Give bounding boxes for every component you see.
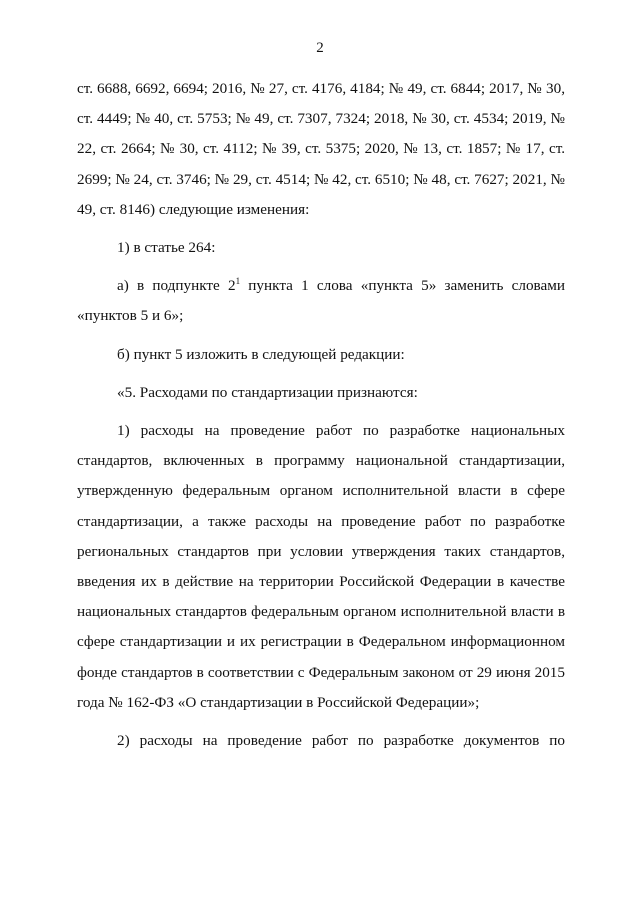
page-number: 2 bbox=[316, 40, 324, 56]
document-body bbox=[77, 74, 565, 764]
standardization-expenses-item-1: 1) расходы на проведение работ по разработке национальных стандартов, включенных в программу национальной стандартизации, утвержденную федеральным органом исполнительной власти в сфере стандартизации, а также расходы на проведение работ по разработке региональных стандартов при условии утверждения таких стандартов, введения их в действие на территории Российской Федерации в качестве национальных стандартов федеральным органом исполнительной власти в сфере стандартизации и их регистрации в Федеральном информационном фонде стандартов в соответствии с Федеральным законом от 29 июня 2015 года № 162-ФЗ «О стандартизации в Российской Федерации»; bbox=[77, 422, 565, 711]
law-references-paragraph: ст. 6688, 6692, 6694; 2016, № 27, ст. 4176, 4184; № 49, ст. 6844; 2017, № 30, ст. 4449; № 40, ст. 5753; № 49, ст. 7307, 7324; 2018, № 30, ст. 4534; 2019, № 22, ст. 2664; № 30, ст. 4112; № 39, ст. 5375; 2020, № 13, ст. 1857; № 17, ст. 2699; № 24, ст. 3746; № 29, ст. 4514; № 42, ст. 6510; № 48, ст. 7627; 2021, № 49, ст. 8146) следующие изменения: bbox=[77, 80, 566, 218]
subpoint-a-text-start: а) в подпункте 2 bbox=[117, 277, 236, 295]
superscript-one: 1 bbox=[235, 276, 241, 287]
subpoint-b-paragraph: б) пункт 5 изложить в следующей редакции: bbox=[117, 345, 405, 363]
standardization-expenses-item-2: 2) расходы на проведение работ по разработке документов по bbox=[117, 732, 565, 750]
subpoint-a-text-end: пункта 1 слова «пункта 5» заменить словами «пунктов 5 и 6»; bbox=[77, 277, 565, 325]
subpoint-a-paragraph bbox=[77, 271, 565, 331]
article-264-heading: 1) в статье 264: bbox=[117, 239, 216, 257]
point-5-heading: «5. Расходами по стандартизации признаются: bbox=[117, 383, 418, 401]
